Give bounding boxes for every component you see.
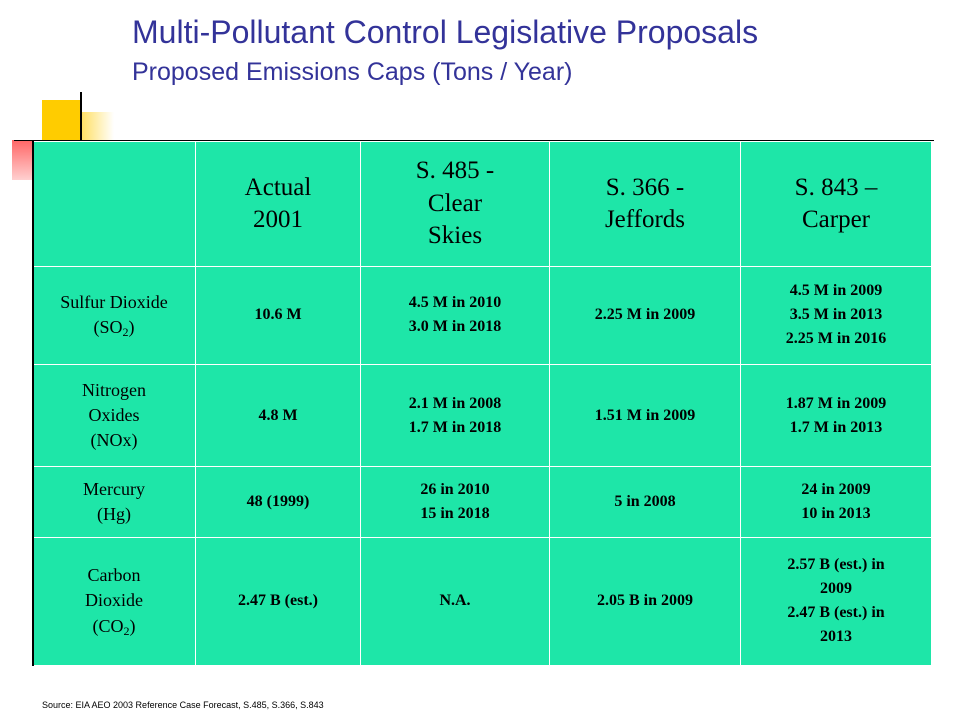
table-left-edge xyxy=(32,141,34,666)
header-line: 2001 xyxy=(253,206,303,233)
slide-title: Multi-Pollutant Control Legislative Proposals xyxy=(132,14,759,50)
cell-s485: 4.5 M in 2010 3.0 M in 2018 xyxy=(361,267,550,365)
row-label-line: Carbon xyxy=(87,565,141,586)
cell-s366: 2.05 B in 2009 xyxy=(550,537,741,665)
header-corner-cell xyxy=(33,142,196,267)
row-label xyxy=(33,537,196,665)
header-line: Carper xyxy=(801,206,871,233)
cell-s843: 1.87 M in 2009 1.7 M in 2013 xyxy=(741,364,932,466)
header-line: S. 485 - xyxy=(415,157,495,185)
cell-actual-2001: 10.6 M xyxy=(196,267,361,365)
cell-s366: 2.25 M in 2009 xyxy=(550,267,741,365)
cell-s485: 2.1 M in 2008 1.7 M in 2018 xyxy=(361,364,550,466)
header-line: S. 366 - xyxy=(605,173,685,201)
header-s485-clear-skies xyxy=(361,142,550,267)
table-header-row xyxy=(33,142,932,267)
table-row-mercury xyxy=(33,467,932,537)
row-label-line: $(CO_2)$ xyxy=(92,615,136,638)
decorative-horizontal-line xyxy=(14,140,934,141)
row-label-line: Sulfur Dioxide xyxy=(60,291,168,312)
row-label-line: (NOx) xyxy=(90,430,138,451)
cell-s485: N.A. xyxy=(361,537,550,665)
table-row-carbon-dioxide xyxy=(33,537,932,665)
table-row-sulfur-dioxide xyxy=(33,267,932,365)
header-s843-carper xyxy=(741,142,932,267)
cell-s366: 1.51 M in 2009 xyxy=(550,364,741,466)
cell-s843: 24 in 2009 10 in 2013 xyxy=(741,467,932,537)
table-row-nitrogen-oxides xyxy=(33,364,932,466)
header-s366-jeffords xyxy=(550,142,741,267)
row-label-line: $(SO_2)$ xyxy=(93,317,135,340)
header-actual-2001 xyxy=(196,142,361,267)
slide-subtitle: Proposed Emissions Caps (Tons / Year) xyxy=(132,58,573,86)
row-label-line: Nitrogen xyxy=(82,379,146,400)
decorative-yellow-square xyxy=(42,100,82,142)
row-label-line: (Hg) xyxy=(97,503,131,524)
cell-s485: 26 in 2010 15 in 2018 xyxy=(361,467,550,537)
decorative-vertical-line xyxy=(80,92,82,140)
emissions-caps-table xyxy=(32,141,932,666)
row-label-line: Mercury xyxy=(83,478,145,499)
cell-actual-2001: 4.8 M xyxy=(196,364,361,466)
header-line: Jeffords xyxy=(604,206,686,233)
cell-s843: 2.57 B (est.) in 2009 2.47 B (est.) in 2013 xyxy=(741,537,932,665)
cell-actual-2001: 2.47 B (est.) xyxy=(196,537,361,665)
row-label xyxy=(33,467,196,537)
cell-s366: 5 in 2008 xyxy=(550,467,741,537)
decorative-red-bar xyxy=(12,140,34,180)
header-line: Skies xyxy=(427,222,483,250)
source-note: Source: EIA AEO 2003 Reference Case Forecast, S.485, S.366, S.843 xyxy=(42,700,324,710)
header-line: Actual xyxy=(244,173,312,201)
cell-actual-2001: 48 (1999) xyxy=(196,467,361,537)
row-label-line: Dioxide xyxy=(85,590,143,611)
decorative-yellow-fade xyxy=(82,112,114,142)
header-line: S. 843 – xyxy=(794,173,878,201)
header-line: Clear xyxy=(427,189,483,217)
row-label xyxy=(33,267,196,365)
cell-s843: 4.5 M in 2009 3.5 M in 2013 2.25 M in 2016 xyxy=(741,267,932,365)
row-label-line: Oxides xyxy=(88,404,140,425)
row-label xyxy=(33,364,196,466)
